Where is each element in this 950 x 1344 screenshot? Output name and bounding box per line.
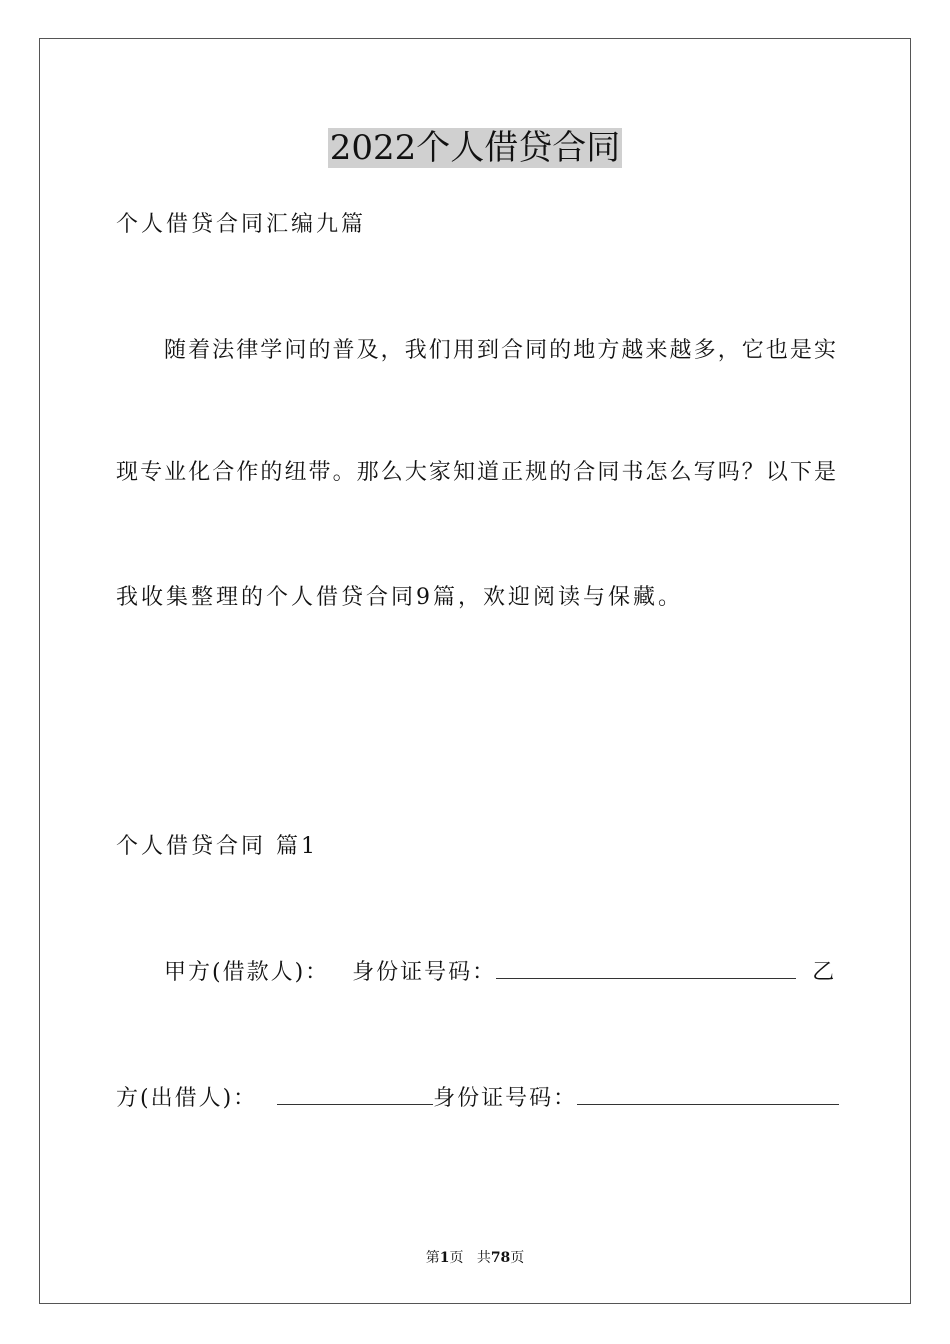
intro-line-3: 我收集整理的个人借贷合同9篇，欢迎阅读与保藏。 (116, 585, 683, 610)
id-number-label-2: 身份证号码： (433, 1086, 578, 1111)
footer-page-suffix: 页 (449, 1250, 464, 1266)
id-number-blank-a (496, 956, 796, 979)
footer-total-pages: 78 (490, 1250, 511, 1266)
party-a-label: 甲方(借款人)： (164, 960, 330, 985)
id-number-blank-b (577, 1082, 839, 1105)
footer-page-prefix: 第 (425, 1250, 440, 1266)
intro-line-1: 随着法律学问的普及，我们用到合同的地方越来越多，它也是实 (164, 338, 836, 363)
footer-total-suffix: 页 (510, 1250, 525, 1266)
section-heading: 个人借贷合同 篇1 (116, 834, 318, 859)
party-b-label: 方(出借人)： (116, 1086, 258, 1111)
footer-page-current: 1 (439, 1250, 450, 1266)
party-b-name-blank (277, 1082, 433, 1105)
id-number-label: 身份证号码： (352, 960, 497, 985)
intro-line-2: 现专业化合作的纽带。那么大家知道正规的合同书怎么写吗？以下是 (116, 460, 836, 485)
document-subtitle: 个人借贷合同汇编九篇 (116, 212, 367, 237)
party-a-line (116, 956, 836, 988)
party-b-line (116, 1082, 836, 1114)
footer-total-prefix: 共 (476, 1250, 491, 1266)
page-footer (0, 1248, 950, 1268)
document-title: 2022个人借贷合同 (329, 128, 621, 168)
party-b-prefix: 乙 (812, 960, 837, 985)
